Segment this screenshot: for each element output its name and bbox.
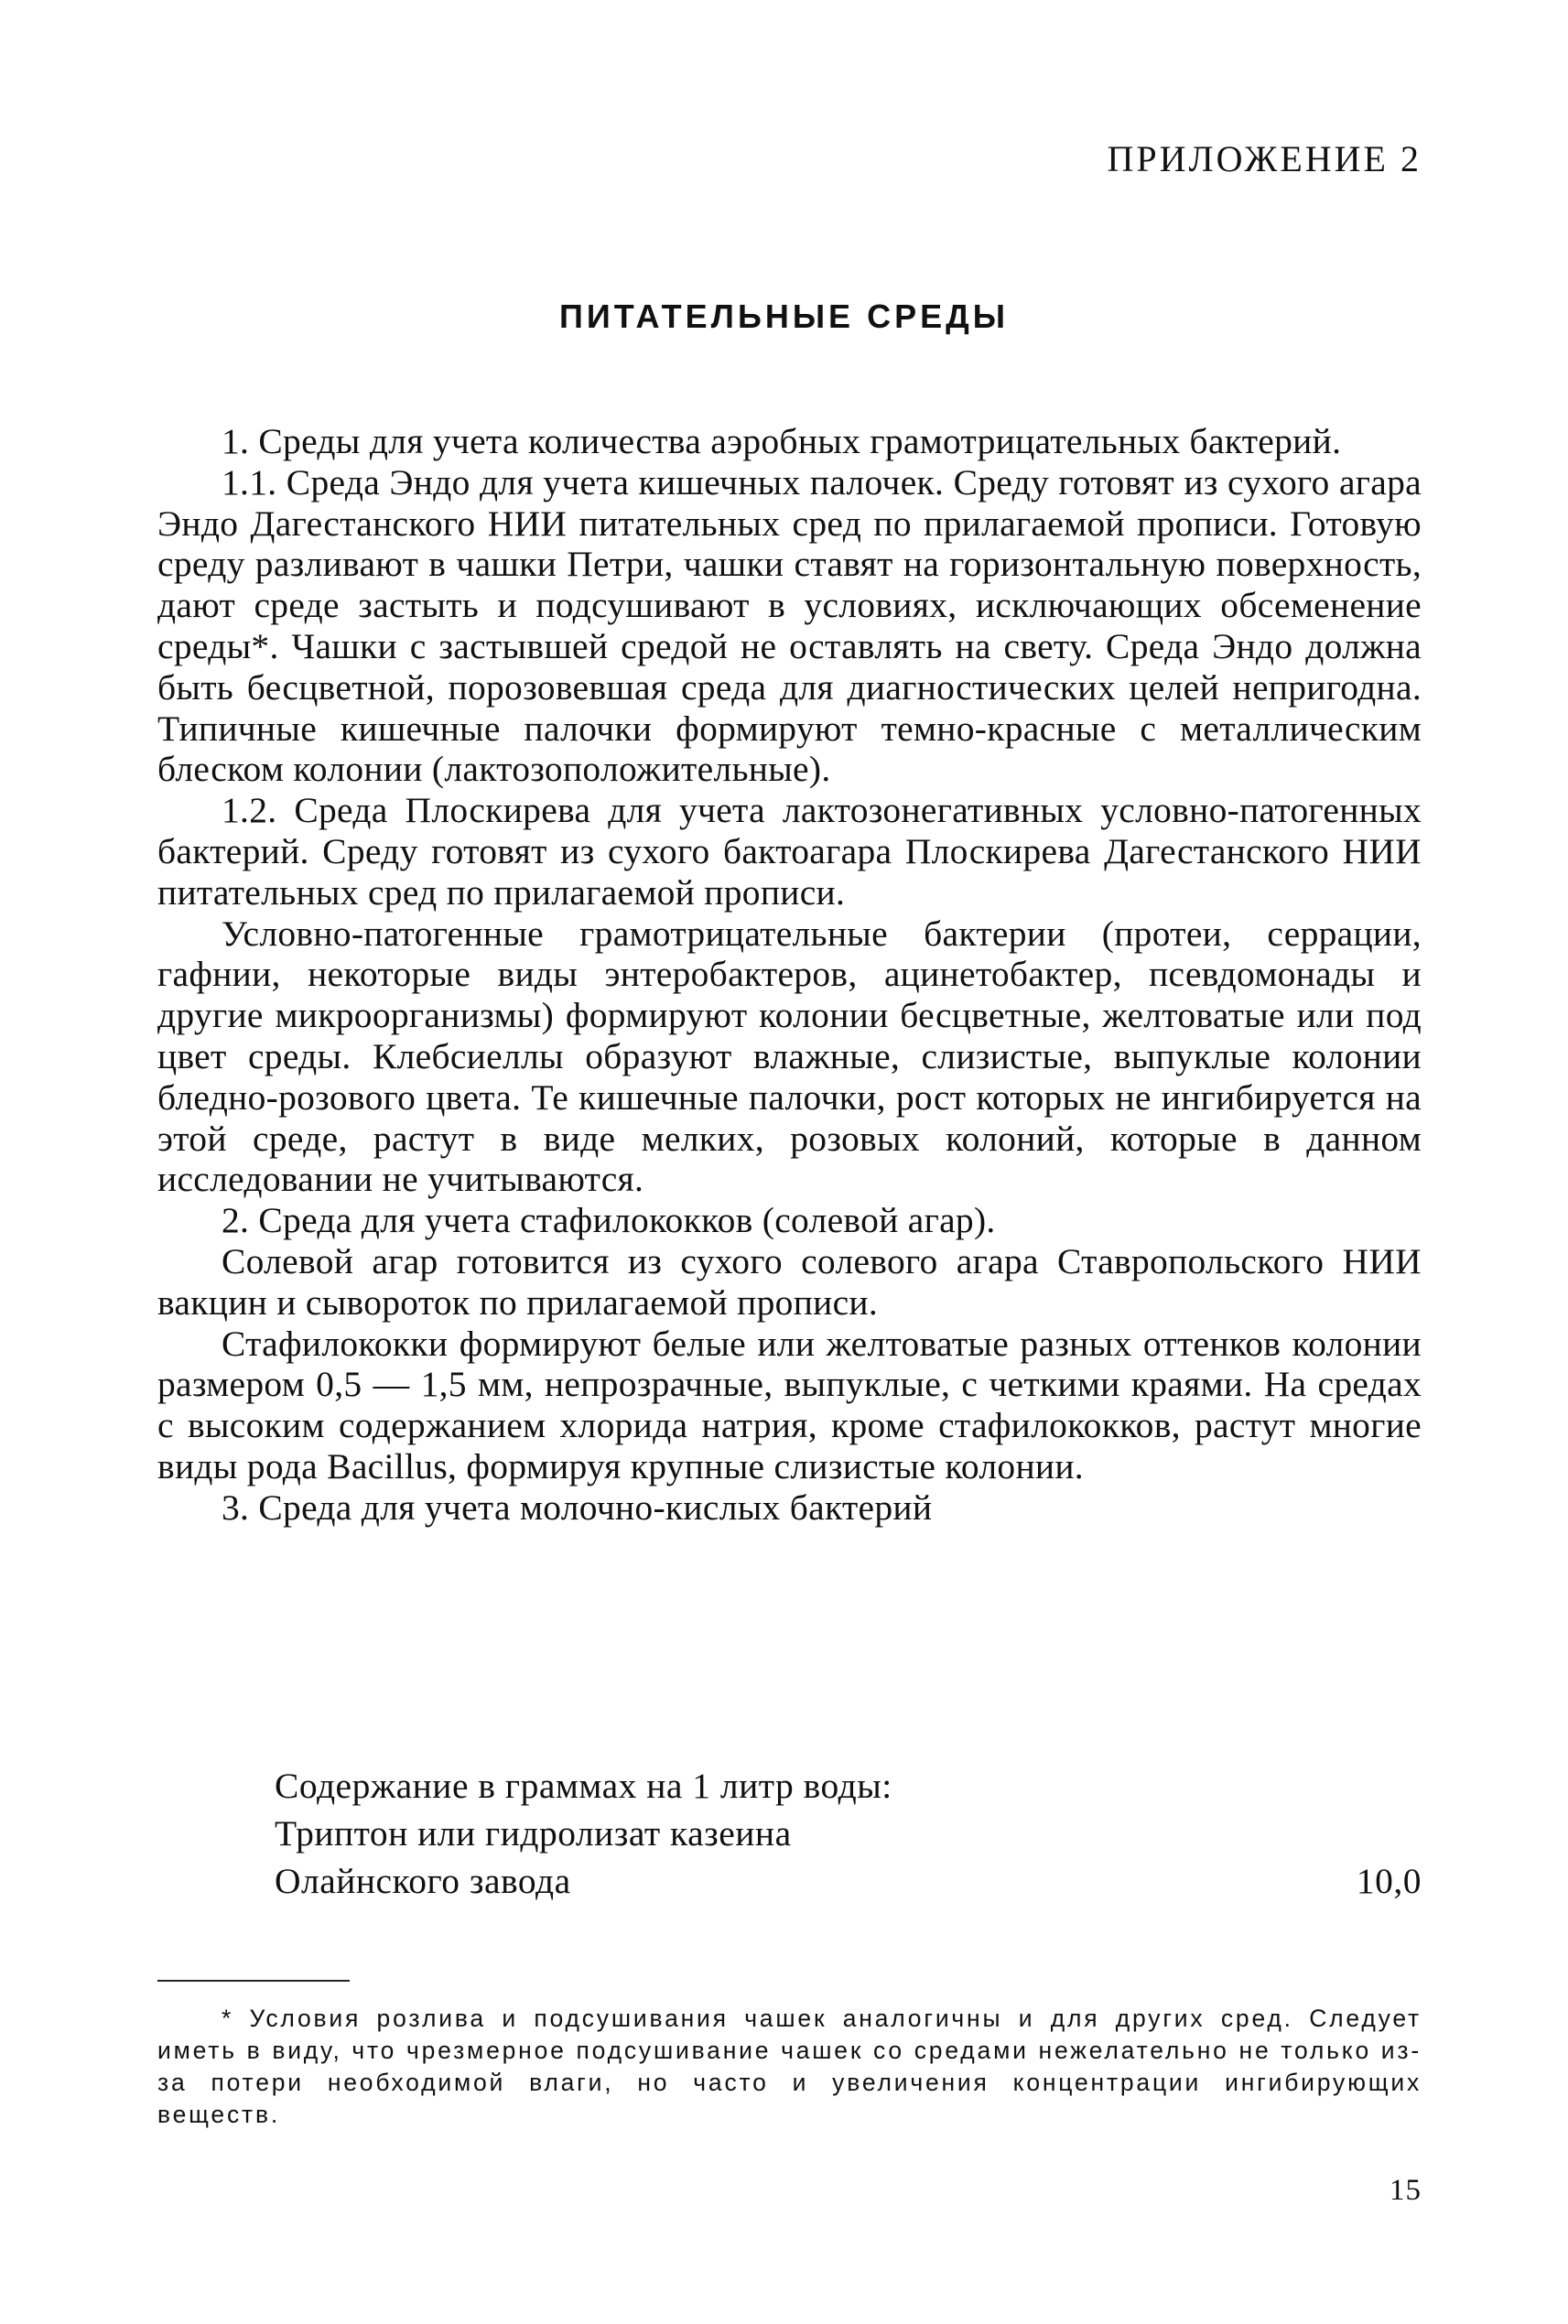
- paragraph-salt-agar: Солевой агар готовится из сухого солевого агара Ставропольского НИИ вакцин и сывороток по прилагаемой прописи.: [157, 1240, 1422, 1323]
- composition-heading: Содержание в граммах на 1 литр воды:: [275, 1766, 892, 1806]
- page-number: 15: [1390, 2174, 1422, 2207]
- paragraph-3: 3. Среда для учета молочно-кислых бактерий: [222, 1486, 933, 1528]
- paragraph-2: 2. Среда для учета стафилококков (солевой агар).: [222, 1200, 996, 1241]
- composition-block: [275, 1762, 1422, 1905]
- paragraph-staphylococci: Стафилококки формируют белые или желтоватые разных оттенков колонии размером 0,5 — 1,5 мм, непрозрачные, выпуклые, с четкими краями. На средах с высоким содержанием хлорида натрия, кроме стафилококков, растут многие виды рода Bacillus, формируя крупные слизистые колонии.: [157, 1323, 1422, 1486]
- paragraph-1-1: 1.1. Среда Эндо для учета кишечных палочек. Среду готовят из сухого агара Эндо Дагестанского НИИ питательных сред по прилагаемой прописи. Готовую среду разливают в чашки Петри, чашки ставят на горизонтальную поверхность, дают среде застыть и подсушивают в условиях, исключающих обсеменение среды*. Чашки с застывшей средой не оставлять на свету. Среда Эндо должна быть бесцветной, порозовевшая среда для диагностических целей непригодна. Типичные кишечные палочки формируют темно-красные с металлическим блеском колонии (лактозоположительные).: [157, 461, 1422, 790]
- ingredient-amount: 10,0: [1356, 1861, 1422, 1901]
- ingredient-name-line1: Триптон или гидролизат казеина: [275, 1813, 792, 1854]
- composition-heading-row: [275, 1762, 1422, 1810]
- paragraph-conditional-pathogens: Условно-патогенные грамотрицательные бактерии (протеи, серрации, гафнии, некоторые виды энтеробактеров, ацинетобактер, псевдомонады и другие микроорганизмы) формируют колонии бесцветные, желтоватые или под цвет среды. Клебсиеллы образуют влажные, слизистые, выпуклые колонии бледно-розового цвета. Те кишечные палочки, рост которых не ингибируется на этой среде, растут в виде мелких, розовых колоний, которые в данном исследовании не учитываются.: [157, 913, 1422, 1200]
- page-title: ПИТАТЕЛЬНЫЕ СРЕДЫ: [559, 297, 1009, 335]
- footnote: [157, 2003, 1422, 2131]
- paragraph-1: 1. Среды для учета количества аэробных грамотрицательных бактерий.: [222, 421, 1342, 461]
- ingredient-row-1: [275, 1810, 1422, 1857]
- footnote-divider: [157, 1980, 350, 1982]
- paragraph-1-2: 1.2. Среда Плоскирева для учета лактозонегативных условно-патогенных бактерий. Среду готовят из сухого бактоагара Плоскирева Дагестанского НИИ питательных сред по прилагаемой прописи.: [157, 790, 1422, 913]
- footnote-text: * Условия розлива и подсушивания чашек аналогичны и для других сред. Следует иметь в виду, что чрезмерное подсушивание чашек со средами нежелательно не только из-за потери необходимой влаги, но часто и увеличения концентрации ингибирующих веществ.: [157, 2005, 1422, 2128]
- appendix-label: ПРИЛОЖЕНИЕ 2: [1107, 138, 1422, 179]
- body-text: [157, 421, 1422, 1529]
- ingredient-row-2: [275, 1857, 1422, 1905]
- ingredient-name-line2: Олайнского завода: [275, 1861, 571, 1901]
